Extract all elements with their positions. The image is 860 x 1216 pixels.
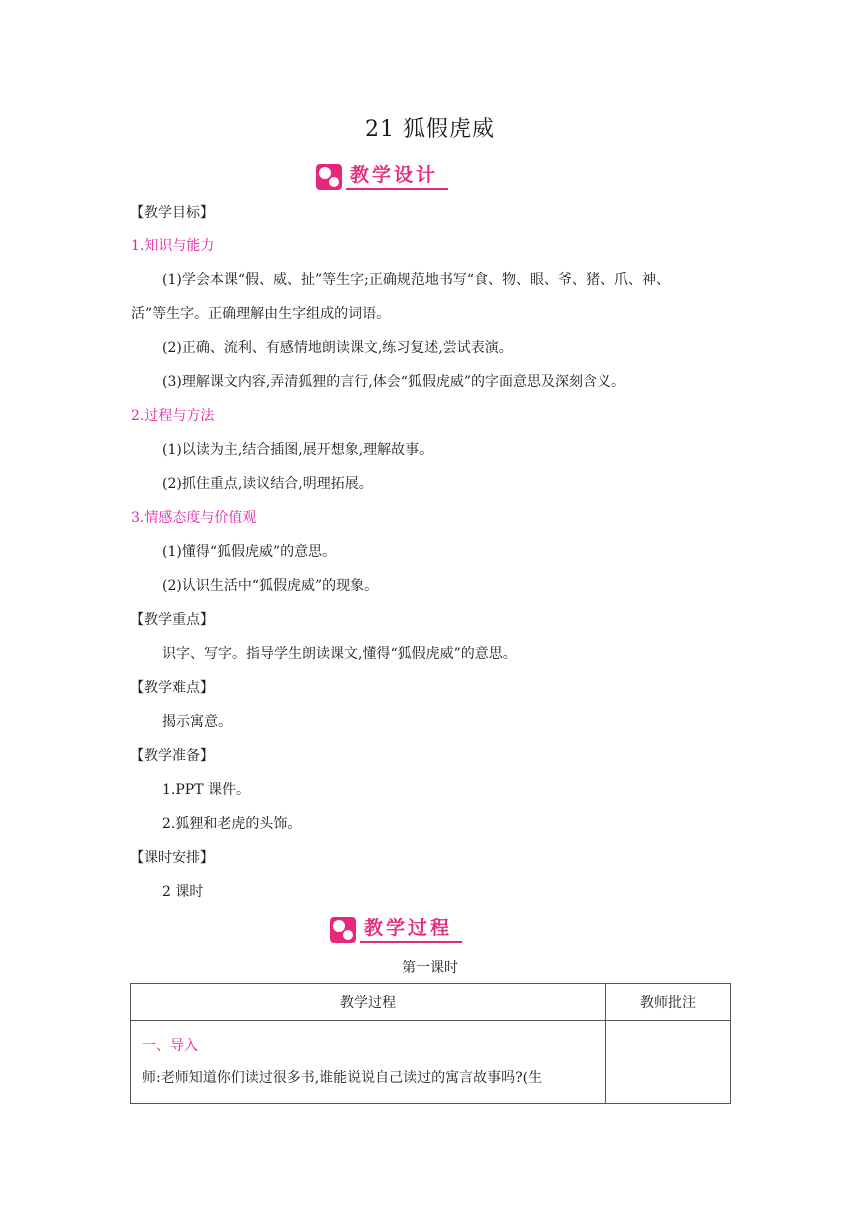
- banner-teaching-design: [316, 160, 448, 190]
- preparation-heading: 【教学准备】: [130, 748, 214, 764]
- column-header-process: 教学过程: [131, 984, 606, 1021]
- process-cell: [131, 1021, 606, 1104]
- key-points-text: 识字、写字。指导学生朗读课文,懂得“狐假虎威”的意思。: [162, 646, 517, 662]
- section-logo-icon: [330, 917, 356, 943]
- objective-item: (1)懂得“狐假虎威”的意思。: [162, 544, 337, 560]
- section-process-title: 2.过程与方法: [131, 408, 215, 424]
- page-title: 21 狐假虎威: [365, 117, 495, 142]
- key-points-heading: 【教学重点】: [130, 612, 214, 628]
- objective-item-cont: 活”等生字。正确理解由生字组成的词语。: [131, 306, 391, 322]
- schedule-text: 2 课时: [162, 884, 204, 900]
- step-title: 一、导入: [142, 1038, 198, 1054]
- objective-item: (2)认识生活中“狐假虎威”的现象。: [162, 578, 379, 594]
- lesson-subtitle: 第一课时: [402, 960, 458, 976]
- notes-cell: [606, 1021, 731, 1104]
- objective-item: (2)正确、流利、有感情地朗读课文,练习复述,尝试表演。: [162, 340, 513, 356]
- preparation-item: 2.狐狸和老虎的头饰。: [162, 816, 302, 832]
- column-header-notes: 教师批注: [606, 984, 731, 1021]
- objectives-heading: 【教学目标】: [130, 205, 214, 221]
- section-logo-icon: [316, 164, 342, 190]
- objective-item: (3)理解课文内容,弄清狐狸的言行,体会“狐假虎威”的字面意思及深刻含义。: [162, 374, 626, 390]
- section-knowledge-title: 1.知识与能力: [131, 238, 215, 254]
- banner-label: 教学设计: [346, 164, 448, 190]
- objective-item: (1)以读为主,结合插图,展开想象,理解故事。: [162, 442, 434, 458]
- step-text: 师:老师知道你们读过很多书,谁能说说自己读过的寓言故事吗?(生: [142, 1070, 543, 1086]
- banner-teaching-process: [330, 913, 462, 943]
- lesson-table: [130, 983, 731, 1104]
- schedule-heading: 【课时安排】: [130, 850, 214, 866]
- preparation-item: 1.PPT 课件。: [162, 782, 250, 798]
- objective-item: (1)学会本课“假、威、扯”等生字;正确规范地书写“食、物、眼、爷、猪、爪、神、: [162, 272, 671, 288]
- difficulty-heading: 【教学难点】: [130, 680, 214, 696]
- banner-label: 教学过程: [360, 917, 462, 943]
- objective-item: (2)抓住重点,读议结合,明理拓展。: [162, 476, 373, 492]
- difficulty-text: 揭示寓意。: [162, 714, 232, 730]
- section-values-title: 3.情感态度与价值观: [131, 510, 257, 526]
